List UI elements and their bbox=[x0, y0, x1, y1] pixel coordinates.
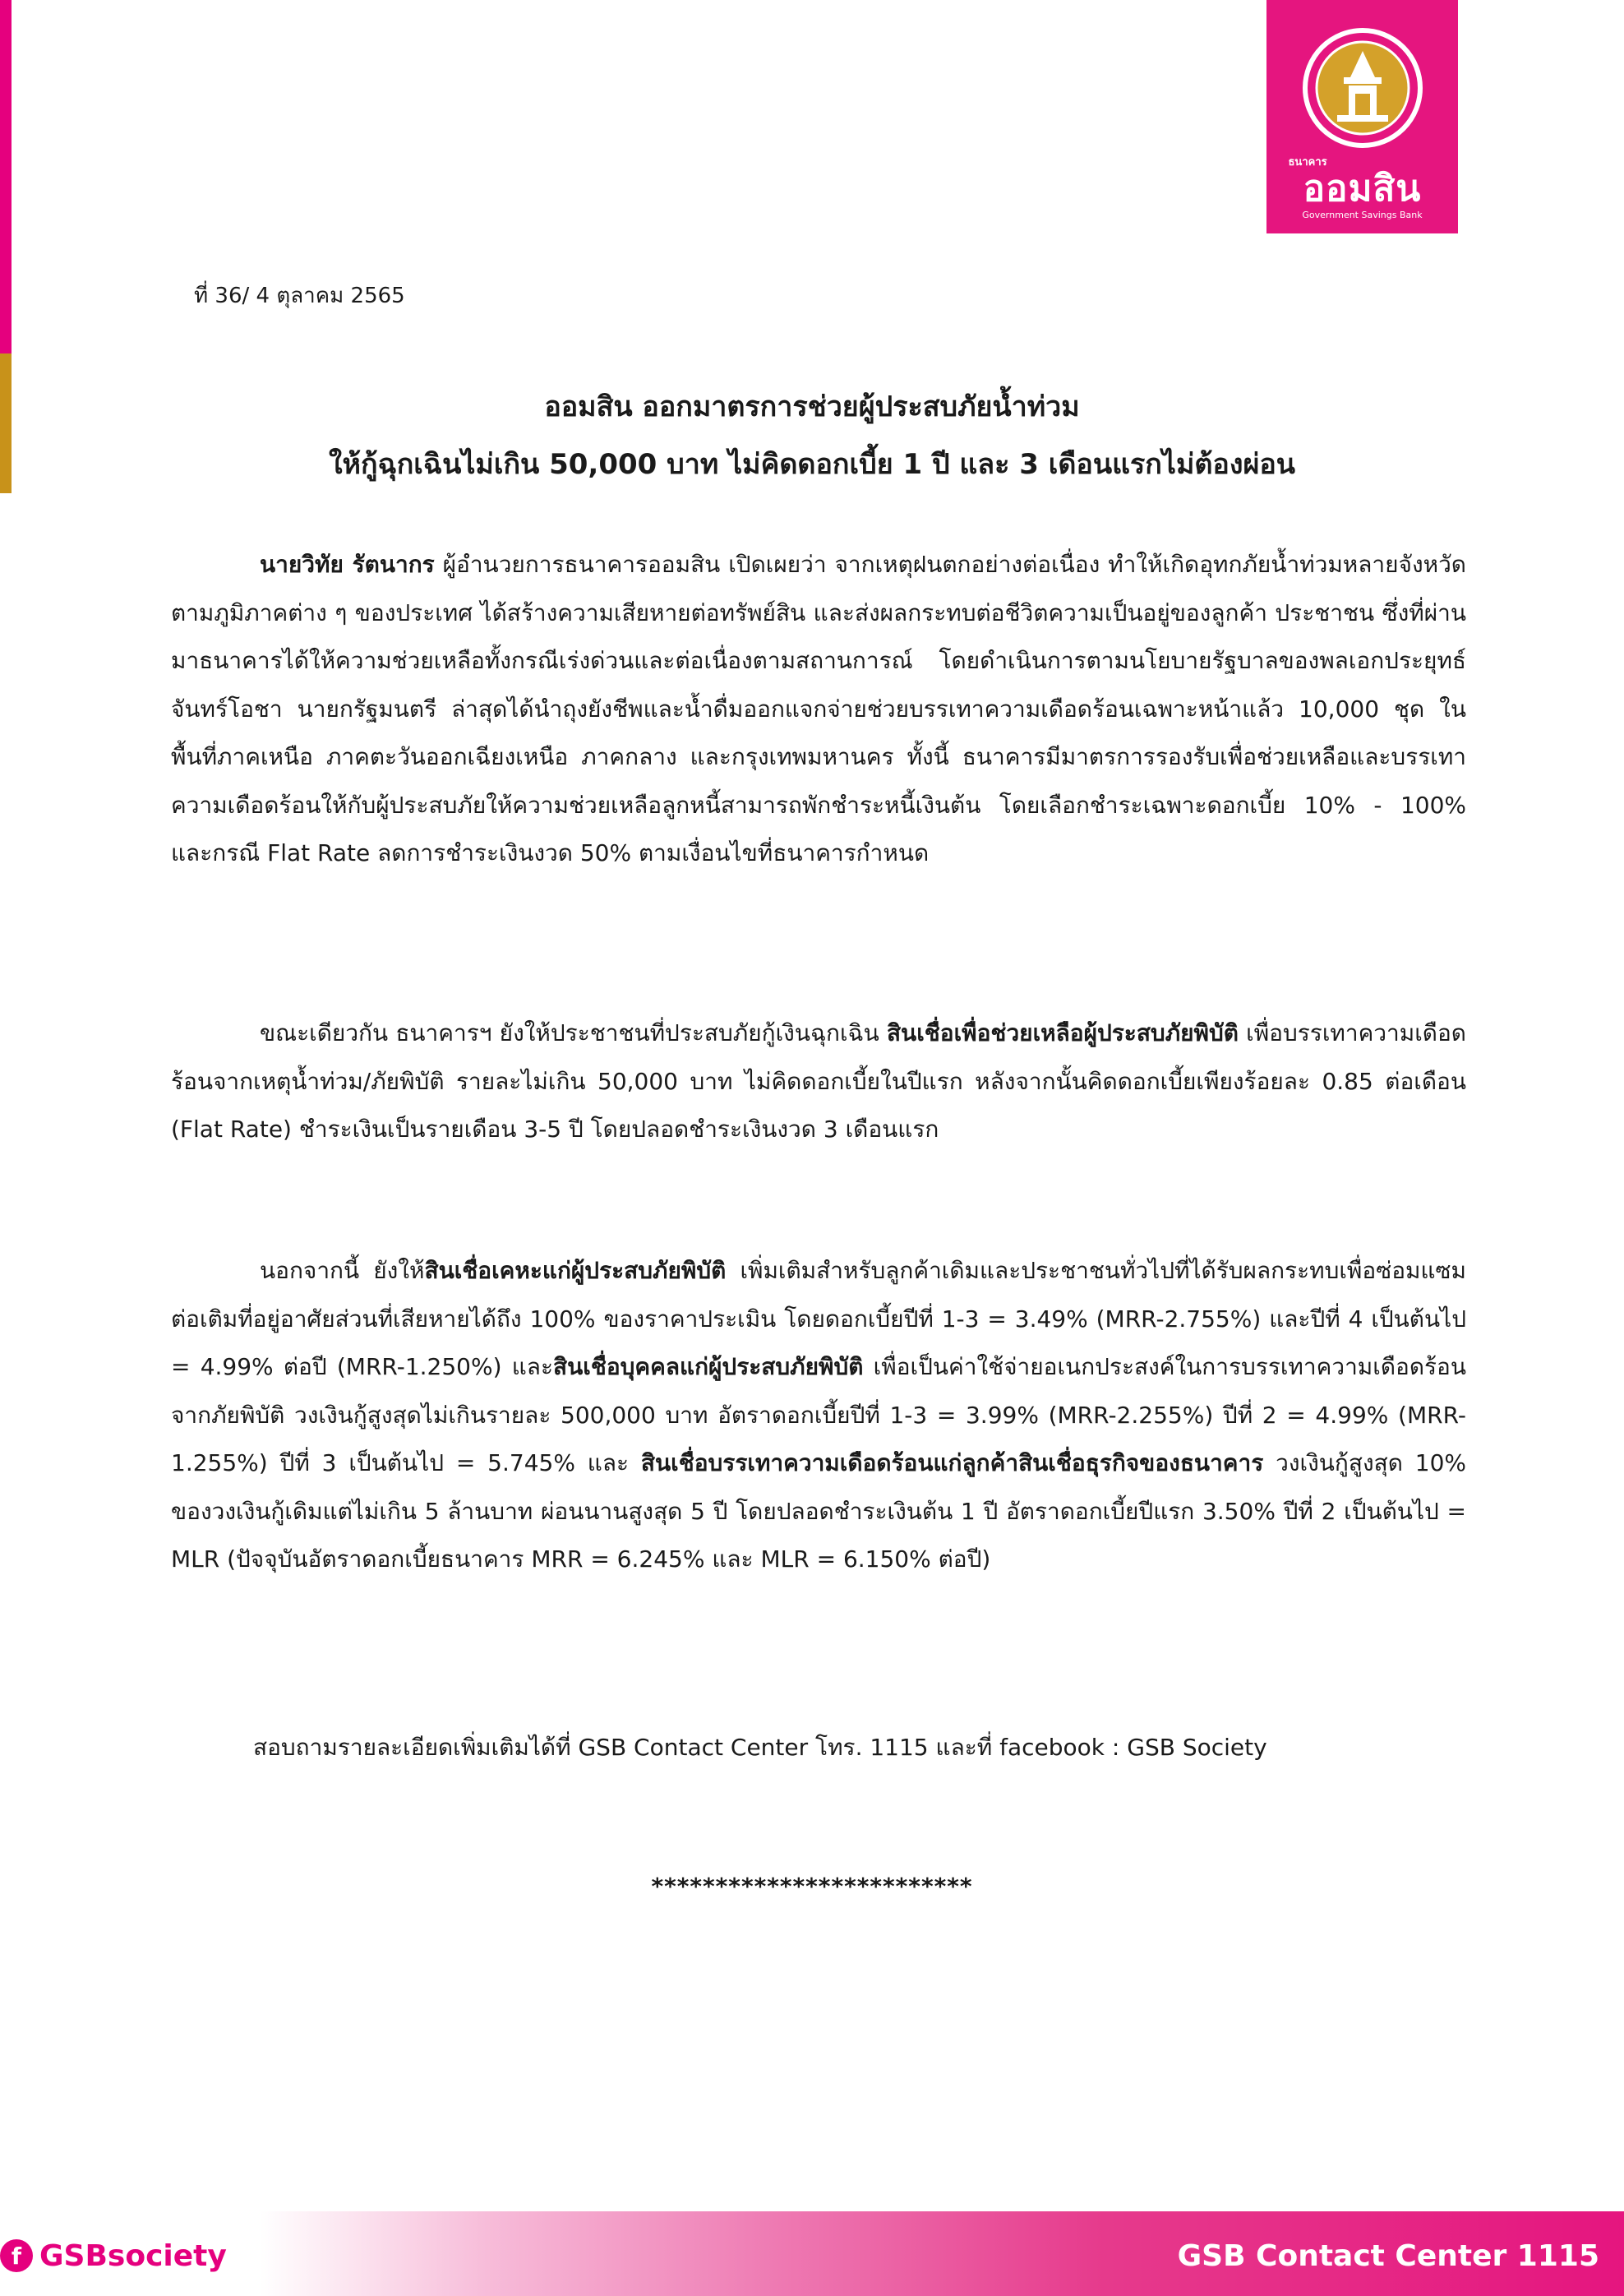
housing-loan: สินเชื่อเคหะแก่ผู้ประสบภัยพิบัติ bbox=[424, 1257, 727, 1284]
paragraph-3-pre: นอกจากนี้ ยังให้ bbox=[260, 1257, 425, 1284]
paragraph-2 bbox=[171, 1009, 1466, 1154]
footer-contact-center: GSB Contact Center 1115 bbox=[1177, 2238, 1599, 2273]
gsb-seal-icon bbox=[1301, 26, 1424, 150]
headline-line-1: ออมสิน ออกมาตรการช่วยผู้ประสบภัยน้ำท่วม bbox=[544, 390, 1080, 423]
side-accent-bar-gold bbox=[0, 353, 12, 493]
personal-loan: สินเชื่อบุคคลแก่ผู้ประสบภัยพิบัติ bbox=[553, 1353, 864, 1380]
gsb-logo bbox=[1266, 0, 1458, 233]
logo-small-text: ธนาคาร bbox=[1288, 156, 1327, 169]
logo-english-name: Government Savings Bank bbox=[1302, 210, 1423, 220]
paragraph-3-mid1: เพิ่มเติมสำหรับลูกค้าเดิมและประชาชนทั่วไปที่ได้รับผลกระทบเพื่อซ่อมแซมต่อเติมที่อยู่อาศัยส่วนที่เสียหายได้ถึง 100% ของราคาประเมิน โดยดอกเบี้ยปีที่ 1-3 = 3.49% (MRR-2.755%) และปีที่ 4 เป็นต้นไป = 4.99% ต่อปี (MRR-1.250%) และ bbox=[171, 1257, 1466, 1380]
paragraph-3 bbox=[171, 1247, 1466, 1584]
paragraph-3-post: วงเงินกู้สูงสุด 10% ของวงเงินกู้เดิมแต่ไม่เกิน 5 ล้านบาท ผ่อนนานสูงสุด 5 ปี โดยปลอดชำระเงินต้น 1 ปี อัตราดอกเบี้ยปีแรก 3.50% ปีที่ 2 เป็นต้นไป = MLR (ปัจจุบันอัตราดอกเบี้ยธนาคาร MRR = 6.245% และ MLR = 6.150% ต่อปี) bbox=[171, 1449, 1466, 1573]
facebook-icon: f bbox=[0, 2239, 33, 2272]
headline bbox=[164, 378, 1460, 493]
end-of-document-mark: ************************* bbox=[651, 1873, 973, 1900]
paragraph-3-mid2: เพื่อเป็นค่าใช้จ่ายอเนกประสงค์ในการบรรเทาความเดือดร้อนจากภัยพิบัติ วงเงินกู้สูงสุดไม่เกินรายละ 500,000 บาท อัตราดอกเบี้ยปีที่ 1-3 = 3.99% (MRR-2.255%) ปีที่ 2 = 4.99% (MRR-1.255%) ปีที่ 3 เป็นต้นไป = 5.745% และ bbox=[171, 1353, 1466, 1476]
footer-social-link[interactable] bbox=[0, 2235, 227, 2276]
disaster-relief-loan: สินเชื่อเพื่อช่วยเหลือผู้ประสบภัยพิบัติ bbox=[886, 1019, 1239, 1046]
executive-name: นายวิทัย รัตนากร bbox=[260, 551, 435, 578]
paragraph-2-post: เพื่อบรรเทาความเดือดร้อนจากเหตุน้ำท่วม/ภัยพิบัติ รายละไม่เกิน 50,000 บาท ไม่คิดดอกเบี้ยในปีแรก หลังจากนั้นคิดดอกเบี้ยเพียงร้อยละ 0.85 ต่อเดือน (Flat Rate) ชำระเงินเป็นรายเดือน 3-5 ปี โดยปลอดชำระเงินงวด 3 เดือนแรก bbox=[171, 1019, 1466, 1143]
document-reference: ที่ 36/ 4 ตุลาคม 2565 bbox=[194, 284, 405, 308]
paragraph-1 bbox=[171, 541, 1466, 878]
logo-name: ออมสิน bbox=[1303, 168, 1422, 210]
paragraph-2-pre: ขณะเดียวกัน ธนาคารฯ ยังให้ประชาชนที่ประสบภัยกู้เงินฉุกเฉิน bbox=[260, 1019, 887, 1046]
headline-line-2: ให้กู้ฉุกเฉินไม่เกิน 50,000 บาท ไม่คิดดอกเบี้ย 1 ปี และ 3 เดือนแรกไม่ต้องผ่อน bbox=[328, 448, 1296, 481]
business-relief-loan: สินเชื่อบรรเทาความเดือดร้อนแก่ลูกค้าสินเชื่อธุรกิจของธนาคาร bbox=[640, 1449, 1264, 1476]
footer-social-handle: GSBsociety bbox=[39, 2238, 227, 2273]
contact-info: สอบถามรายละเอียดเพิ่มเติมได้ที่ GSB Contact Center โทร. 1115 และที่ facebook : GSB Society bbox=[253, 1734, 1267, 1761]
paragraph-1-text: ผู้อำนวยการธนาคารออมสิน เปิดเผยว่า จากเหตุฝนตกอย่างต่อเนื่อง ทำให้เกิดอุทกภัยน้ำท่วมหลายจังหวัดตามภูมิภาคต่าง ๆ ของประเทศ ได้สร้างความเสียหายต่อทรัพย์สิน และส่งผลกระทบต่อชีวิตความเป็นอยู่ของลูกค้า ประชาชน ซึ่งที่ผ่านมาธนาคารได้ให้ความช่วยเหลือทั้งกรณีเร่งด่วนและต่อเนื่องตามสถานการณ์ โดยดำเนินการตามนโยบายรัฐบาลของพลเอกประยุทธ์ จันทร์โอชา นายกรัฐมนตรี ล่าสุดได้นำถุงยังชีพและน้ำดื่มออกแจกจ่ายช่วยบรรเทาความเดือดร้อนเฉพาะหน้าแล้ว 10,000 ชุด ในพื้นที่ภาคเหนือ ภาคตะวันออกเฉียงเหนือ ภาคกลาง และกรุงเทพมหานคร ทั้งนี้ ธนาคารมีมาตรการรองรับเพื่อช่วยเหลือและบรรเทาความเดือดร้อนให้กับผู้ประสบภัยให้ความช่วยเหลือลูกหนี้สามารถพักชำระหนี้เงินต้น โดยเลือกชำระเฉพาะดอกเบี้ย 10% - 100% และกรณี Flat Rate ลดการชำระเงินงวด 50% ตามเงื่อนไขที่ธนาคารกำหนด bbox=[171, 551, 1466, 866]
side-accent-bar-pink bbox=[0, 0, 12, 353]
